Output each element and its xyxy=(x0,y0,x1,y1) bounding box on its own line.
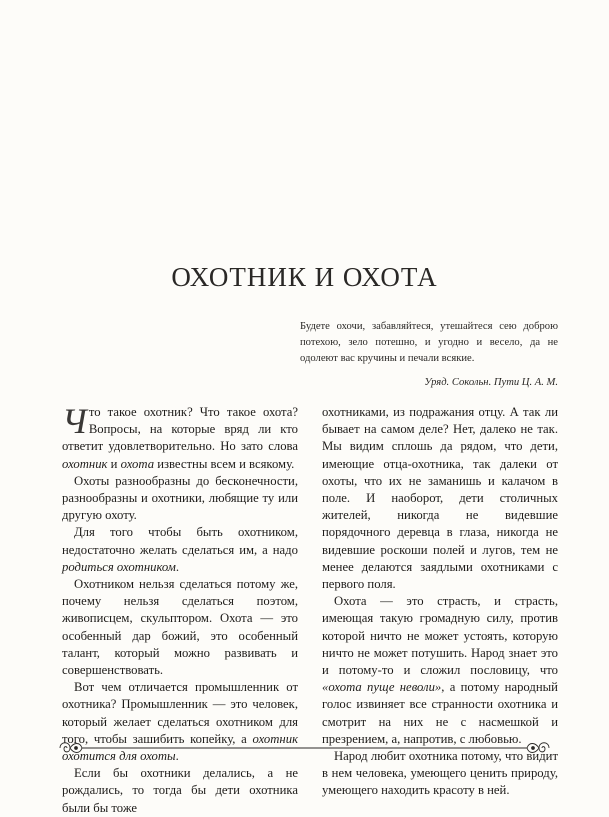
paragraph-text: . xyxy=(175,559,180,574)
drop-cap: Ч xyxy=(62,401,87,441)
emphasis: охотник xyxy=(62,456,108,471)
flourish-divider-icon xyxy=(56,736,553,760)
paragraph-text: известны всем и всякому. xyxy=(154,456,295,471)
paragraph: охотниками, из подражания отцу. А так ли бывает на самом деле? Нет, далеко не так. Мы видим сплошь да рядом, что дети, имеющие отца-охотника, так далеки от охоты, что их не заманишь и калачом в поле. И наоборот, дети столичных жителей, никогда не видевшие порядочного деревца в глаза, никогда не видевшие роскоши полей и лугов, тем не менее делаются заядлыми охотниками с первого поля. xyxy=(322,405,558,592)
paragraph-text: , а потому народный голос извиняет все странности охотника и смотрит на них не с насмешкой и презрением, а, напротив, с любовью. xyxy=(322,680,558,746)
paragraph-text: и xyxy=(107,456,121,471)
paragraph: Если бы охотники делались, а не рождались, то тогда бы дети охотника были бы тоже xyxy=(62,766,298,815)
emphasis: охотник охотится для охоты xyxy=(62,731,298,764)
epigraph-source: Уряд. Сокольн. Пути Ц. А. М. xyxy=(424,377,558,388)
paragraph: Народ любит охотника потому, что видит в нем человека, умеющего ценить природу, умеющего находить красоту в ней. xyxy=(322,749,558,798)
epigraph-text: Будете охочи, забавляйтеся, утешайтеся сею доброю потехою, зело потешно, и угодно и весело, да не одолеют вас кручины и печали всякие. xyxy=(300,321,558,364)
paragraph-text: Вот чем отличается промышленник от охотника? Промышленник — это человек, который желает сделаться охотником для того, чтобы зашибить копейку, а xyxy=(62,680,298,746)
paragraph-text: то такое охотник? Что такое охота? Вопросы, на которые вряд ли кто ответит удовлетворительно. Но зато слова xyxy=(62,405,298,454)
chapter-title: ОХОТНИК И ОХОТА xyxy=(171,262,438,292)
paragraph-text: . xyxy=(175,749,179,764)
paragraph-text: Охота — это страсть, и страсть, имеющая такую громадную силу, против которой ничто не может устоять, которую ничто не может потушить. Народ знает это и потому-то и сложил пословицу, что xyxy=(322,594,558,678)
paragraph xyxy=(62,401,298,473)
paragraph-text: Для того чтобы быть охотником, недостаточно желать сделаться им, а надо xyxy=(62,525,298,557)
epigraph xyxy=(300,319,558,391)
emphasis: родиться охотником xyxy=(62,559,176,574)
body-text xyxy=(62,401,558,815)
emphasis: охота xyxy=(120,456,155,471)
paragraph xyxy=(322,593,558,748)
paragraph: Охотником нельзя сделаться потому же, почему нельзя сделаться поэтом, живописцем, скульптором. Охота — это особенный дар божий, это особенный талант, который можно развивать и совершенствовать. xyxy=(62,577,298,678)
paragraph xyxy=(62,524,298,576)
emphasis: «охота пуще неволи» xyxy=(322,680,442,695)
paragraph: Охоты разнообразны до бесконечности, разнообразны и охотники, любящие ту или другую охоту. xyxy=(62,473,298,523)
